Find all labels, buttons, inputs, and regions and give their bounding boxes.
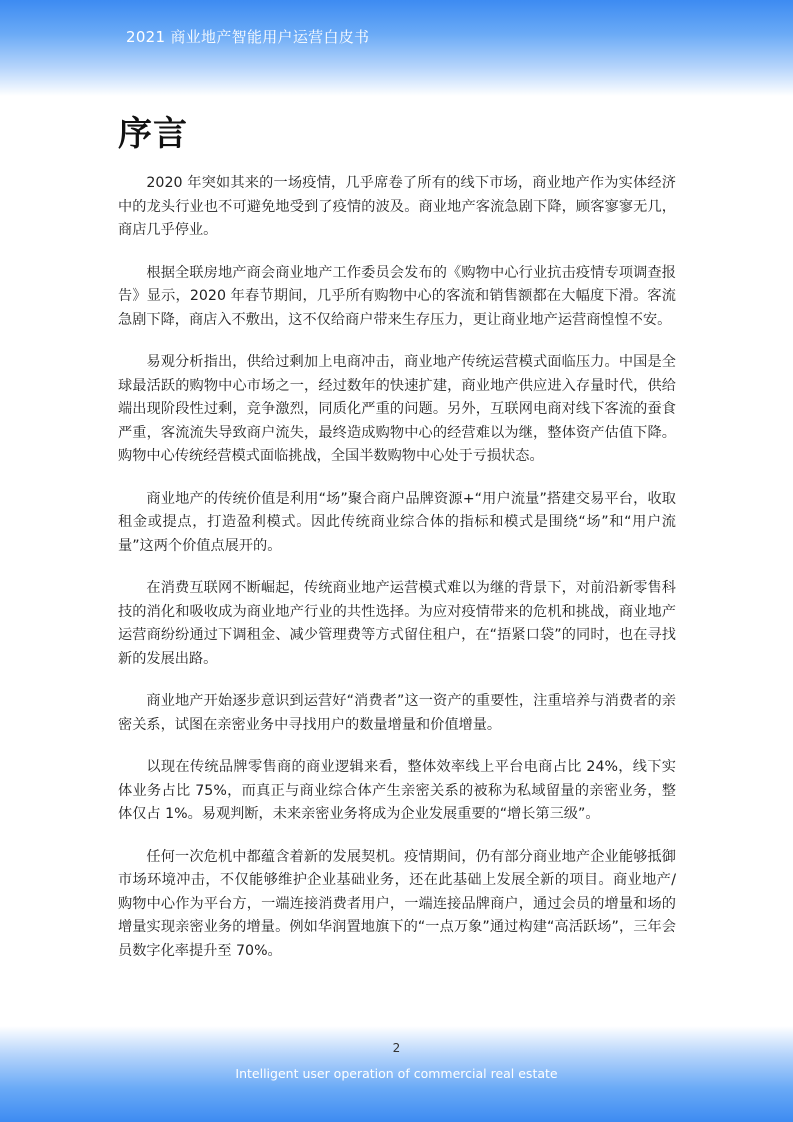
page-number: 2 — [392, 1041, 401, 1055]
header-title: 2021 商业地产智能用户运营白皮书 — [126, 28, 370, 46]
paragraph-4: 商业地产的传统价值是利用“场”聚合商户品牌资源+“用户流量”搭建交易平台，收取租金或提点，打造盈利模式。因此传统商业综合体的指标和模式是围绕“场”和“用户流量”这两个价值点展开的。 — [118, 490, 676, 554]
paragraph-5: 在消费互联网不断崛起，传统商业地产运营模式难以为继的背景下，对前沿新零售科技的消化和吸收成为商业地产行业的共性选择。为应对疫情带来的危机和挑战，商业地产运营商纷纷通过下调租金、减少管理费等方式留住租户，在“捂紧口袋”的同时，也在寻找新的发展出路。 — [118, 580, 676, 667]
paragraph-2: 根据全联房地产商会商业地产工作委员会发布的《购物中心行业抗击疫情专项调查报告》显示，2020 年春节期间，几乎所有购物中心的客流和销售额都在大幅度下滑。客流急剧下降，商店入不敷出，这不仅给商户带来生存压力，更让商业地产运营商惶惶不安。 — [118, 264, 676, 328]
paragraph-1: 2020 年突如其来的一场疫情，几乎席卷了所有的线下市场，商业地产作为实体经济中的龙头行业也不可避免地受到了疫情的波及。商业地产客流急剧下降，顾客寥寥无几，商店几乎停业。 — [118, 175, 676, 238]
paragraph-7: 以现在传统品牌零售商的商业逻辑来看，整体效率线上平台电商占比 24%，线下实体业务占比 75%，而真正与商业综合体产生亲密关系的被称为私域留量的亲密业务，整体仅占 1%。易观判断，未来亲密业务将成为企业发展重要的“增长第三级”。 — [118, 759, 676, 822]
paragraph-8: 任何一次危机中都蕴含着新的发展契机。疫情期间，仍有部分商业地产企业能够抵御市场环境冲击，不仅能够维护企业基础业务，还在此基础上发展全新的项目。商业地产/购物中心作为平台方，一端连接消费者用户，一端连接品牌商户，通过会员的增量和场的增量实现亲密业务的增量。例如华润置地旗下的“一点万象”通过构建“高活跃场”，三年会员数字化率提升至 70%。 — [118, 848, 676, 959]
paragraph-3: 易观分析指出，供给过剩加上电商冲击，商业地产传统运营模式面临压力。中国是全球最活跃的购物中心市场之一，经过数年的快速扩建，商业地产供应进入存量时代，供给端出现阶段性过剩，竞争激烈，同质化严重的问题。另外，互联网电商对线下客流的蚕食严重，客流流失导致商户流失，最终造成购物中心的经营难以为继，整体资产估值下降。购物中心传统经营模式面临挑战，全国半数购物中心处于亏损状态。 — [118, 354, 676, 464]
body-text — [118, 172, 676, 982]
paragraph-6: 商业地产开始逐步意识到运营好“消费者”这一资产的重要性，注重培养与消费者的亲密关系，试图在亲密业务中寻找用户的数量增量和价值增量。 — [118, 693, 676, 733]
header-band — [0, 0, 793, 96]
page-heading: 序言 — [118, 114, 188, 154]
footer-tagline: Intelligent user operation of commercial real estate — [235, 1066, 558, 1081]
